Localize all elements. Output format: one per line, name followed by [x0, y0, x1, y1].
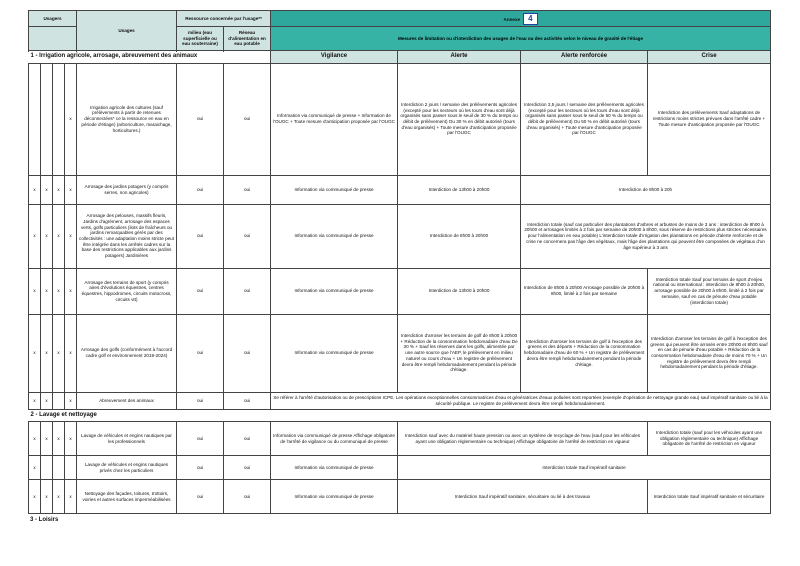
usager-mark [53, 63, 65, 175]
table-row [29, 422, 771, 456]
renforcee-crise-cell: Interdiction de 8h00 à 20h [521, 175, 771, 204]
vigilance-cell: Information via communiqué de presse + Information de l'OUGC + Toute mesure d'anticipation proposée par l'OUGC [271, 63, 398, 175]
milieu-cell: oui [177, 480, 224, 514]
vigilance-cell: Information via communiqué de presse [271, 175, 398, 204]
reseau-cell: oui [224, 268, 271, 314]
usager-mark [41, 456, 53, 480]
vigilance-cell: Information via communiqué de presse [271, 456, 398, 480]
table-row [29, 314, 771, 392]
usager-mark: x [65, 392, 77, 409]
milieu-cell: oui [177, 204, 224, 268]
usager-mark: x [53, 268, 65, 314]
table-row [29, 204, 771, 268]
usage-cell: Arrosage des jardins potagers (y compris serres, non agricoles) [77, 175, 177, 204]
renforcee-crise-cell: Interdiction totale (sauf cas particulier des plantations d'arbres et arbustes de moins de 3 ans : interdiction de 8h00 à 20h00 et arrosages limités à 2 fois par semaine de 20h00 à 8h00, sous réserve de restrictions plus strictes nécessaires pour l'alimentation en eau potable) L'interdiction totale d'irrigation des plantations en période d'alerte renforcée et de crise ne concernera pas l'âge des végétaux, mais l'âge des plantations qui peuvent être composées de végétaux d'un âge supérieur à 3 ans [521, 204, 771, 268]
usager-mark: x [29, 268, 41, 314]
reseau-cell: oui [224, 392, 271, 409]
usager-mark: x [41, 175, 53, 204]
section-heading: 3 - Loisirs [30, 517, 59, 523]
milieu-cell: oui [177, 422, 224, 456]
crise-cell: Interdiction d'arroser les terrains de golf à l'exception des greens qui peuvent être arrosés entre 20h00 et 8h00 sauf en cas de pénurie d'eau potable + Réduction de la consommation hebdomadaire d'eau de moins 70 % + Un registre de prélèvement devra être rempli hebdomadairement pendant la période d'étiage. [648, 314, 771, 392]
alerte-cell: Interdiction de 8h00 à 20h00 [398, 204, 521, 268]
usage-cell: Arrosage des golfs (conformément à l'accord cadre golf et environnement 2019-2024) [77, 314, 177, 392]
usager-mark: x [41, 392, 53, 409]
usager-mark: x [65, 268, 77, 314]
page-title: Mesures de limitation ou d'interdiction des usages de l'eau ou des activités selon le niveau de gravité de l'étiage [271, 27, 771, 51]
usager-mark: x [53, 480, 65, 514]
reseau-cell: oui [224, 204, 271, 268]
alerte-renforcee-cell: Interdiction sauf avec du matériel haute pression ou avec un système de recyclage de l'eau (sauf pour les véhicules ayant une obligation réglementaire ou technique) Affichage obligatoire de l'arrêté de restriction en vigueur [398, 422, 648, 456]
level-vigilance: Vigilance [271, 51, 398, 64]
alerte-crise-cell: Interdiction totale Sauf impératif sanitaire [398, 456, 771, 480]
usage-cell: Nettoyage des façades, toitures, trottoirs, voiries et autres surfaces imperméabilisées [77, 480, 177, 514]
reseau-cell: oui [224, 456, 271, 480]
reseau-cell: oui [224, 175, 271, 204]
usage-cell: Lavage de véhicules et engins nautiques par les professionnels [77, 422, 177, 456]
usager-mark: x [65, 175, 77, 204]
usager-mark: x [53, 204, 65, 268]
usager-mark: x [29, 392, 41, 409]
crise-cell: Interdiction des prélèvements Sauf adaptations de restrictions moins strictes prévues dans l'arrêté cadre + Toute mesure d'anticipation proposée par l'OUGC [648, 63, 771, 175]
section-heading: 1 - Irrigation agricole, arrosage, abreuvement des animaux [29, 51, 271, 64]
usagers-header: Usagers [29, 11, 77, 27]
alerte-cell: Interdiction 2 jours / semaine des prélèvements agricoles (excepté pour les secteurs où les tours d'eau sont déjà organisés sans passer sous le seuil de 30 % du temps ou débit de prélèvement) Ou 30 % en débit autorisé (tours d'eau organisés) + Toute mesure d'anticipation proposée par l'OUGC [398, 63, 521, 175]
level-crise: Crise [648, 51, 771, 64]
usage-cell: Lavage de véhicules et engins nautiques privés chez les particuliers [77, 456, 177, 480]
usager-mark: x [65, 314, 77, 392]
reseau-cell: oui [224, 480, 271, 514]
annexe-number: 4 [523, 13, 537, 25]
table-row [29, 456, 771, 480]
restrictions-table [28, 10, 771, 514]
vigilance-cell: Information via communiqué de presse Affichage obligatoire de l'arrêté de vigilance ou du communiqué de presse [271, 422, 398, 456]
table-row [29, 268, 771, 314]
usager-mark: x [41, 422, 53, 456]
annexe-label: Annexe 4 [271, 11, 771, 27]
ressource-reseau-header: Réseau d'alimentation en eau potable [224, 27, 271, 51]
reseau-cell: oui [224, 314, 271, 392]
usager-mark: x [29, 480, 41, 514]
table-row [29, 392, 771, 409]
milieu-cell: oui [177, 268, 224, 314]
table-row [29, 63, 771, 175]
alerte-cell: Interdiction de 13h00 à 20h00 [398, 175, 521, 204]
reseau-cell: oui [224, 63, 271, 175]
usager-mark: x [53, 422, 65, 456]
section-heading: 2 - Lavage et nettoyage [29, 409, 771, 422]
crise-cell: Interdiction totale Sauf pour terrains de sport d'enjeu national ou international : interdiction de 8h00 à 20h00, arrosage possible de 20h00 à 8h00, limité à 2 fois par semaine, sauf en cas de pénurie d'eau potable (interdiction totale) [648, 268, 771, 314]
usager-mark: x [65, 422, 77, 456]
milieu-cell: oui [177, 314, 224, 392]
table-row [29, 175, 771, 204]
usagers-subheader [29, 27, 77, 51]
vigilance-cell: Information via communiqué de presse [271, 480, 398, 514]
usage-cell: Irrigation agricole des cultures (sauf prélèvements à partir de retenues déconnectées* ce la ressource en eau en période d'étiage) (arboriculture, maraichage, horticultures.) [77, 63, 177, 175]
milieu-cell: oui [177, 456, 224, 480]
vigilance-cell: Information via communiqué de presse [271, 204, 398, 268]
usager-mark: x [29, 314, 41, 392]
usager-mark [41, 63, 53, 175]
usages-header: Usages [77, 11, 177, 51]
usager-mark: x [29, 204, 41, 268]
milieu-cell: oui [177, 392, 224, 409]
crise-cell: Interdiction totale (sauf pour les véhicules ayant une obligation réglementaire ou technique) Affichage obligatoire de l'arrêté de restriction en vigueur [648, 422, 771, 456]
usage-cell: Arrosage des pelouses, massifs fleuris, Jardins d'agrément, arrosage des espaces verts, golfs particuliers (ilots de fraîcheurs ou jardins remarquables gérés par des collectivités : une adaptation moins stricte peut être intégrée dans les arrêtés cadres sur la base des restrictions applicables aux jardins potagers) Jardinières [77, 204, 177, 268]
alerte-renforcee-cell: Interdiction Sauf impératif sanitaire, sécuritaire ou lié à des travaux [398, 480, 648, 514]
table-row [29, 480, 771, 514]
usager-mark: x [53, 175, 65, 204]
crise-cell: Interdiction totale Sauf impératif sanitaire et sécuritaire [648, 480, 771, 514]
usager-mark: x [65, 63, 77, 175]
milieu-cell: oui [177, 175, 224, 204]
level-alerte-renforcee: Alerte renforcée [521, 51, 648, 64]
usager-mark: x [29, 175, 41, 204]
ressource-milieu-header: milieu (eau superficielle ou eau souterraine) [177, 27, 224, 51]
reseau-cell: oui [224, 422, 271, 456]
usager-mark: x [41, 204, 53, 268]
usager-mark [29, 63, 41, 175]
vigilance-cell: Information via communiqué de presse [271, 268, 398, 314]
usager-mark [53, 392, 65, 409]
milieu-cell: oui [177, 63, 224, 175]
vigilance-cell: Information via communiqué de presse [271, 314, 398, 392]
usager-mark: x [53, 314, 65, 392]
alerte-renforcee-cell: Interdiction de 8h00 à 20h00 Arrosage possible de 20h00 à 8h00, limité à 2 fois par semaine [521, 268, 648, 314]
alerte-renforcee-cell: Interdiction d'arroser les terrains de golf à l'exception des greens et des départs + Réduction de la consommation hebdomadaire d'eau de 60 % + Un registre de prélèvement devra être rempli hebdomadairement pendant la période d'étiage. [521, 314, 648, 392]
usager-mark: x [65, 204, 77, 268]
usager-mark: x [41, 480, 53, 514]
alerte-renforcee-cell: Interdiction 3,5 jours / semaine des prélèvements agricoles (excepté pour les secteurs où les tours d'eau sont déjà organisés sans passer sous le seuil de 50 % du temps ou débit de prélèvement) Ou 50 % en débit autorisé (tours d'eau organisés) + Toute mesure d'anticipation proposée par l'OUGC [521, 63, 648, 175]
usager-mark: x [41, 314, 53, 392]
ressource-header: Ressource concernée par l'usage** [177, 11, 271, 27]
usager-mark [53, 456, 65, 480]
usager-mark: x [41, 268, 53, 314]
usager-mark [65, 456, 77, 480]
alerte-cell: Interdiction d'arroser les terrains de golf de 8h00 à 20h00 + Réduction de la consommation hebdomadaire d'eau De 30 % + Sauf les réserves dans les golfs, alimentée par une autre source que l'AEP, le prélèvement en milieu naturel ou cours d'eau + Un registre de prélèvement devra être rempli hebdomadairement pendant la période d'étiage. [398, 314, 521, 392]
usager-mark: x [29, 422, 41, 456]
usage-cell: Abreuvement des animaux [77, 392, 177, 409]
usager-mark: x [65, 480, 77, 514]
usage-cell: Arrosage des terrains de sport (y compris aires d'évolutions équestres, centres équestres, hippodromes, circuits motocross, circuits vtt) [77, 268, 177, 314]
all-levels-cell: Se référer à l'arrêté d'autorisation ou de prescriptions ICPE. Les opérations exceptionnelles consommatrices d'eau et génératrices d'eaux polluées sont reportées (exemple d'opération de nettoyage grande eau) sauf impératif sanitaire ou lié à la sécurité publique. Le registre de prélèvement devra être rempli hebdomadairement. [271, 392, 771, 409]
alerte-cell: Interdiction de 13h00 à 20h00 [398, 268, 521, 314]
level-alerte: Alerte [398, 51, 521, 64]
usager-mark: x [29, 456, 41, 480]
